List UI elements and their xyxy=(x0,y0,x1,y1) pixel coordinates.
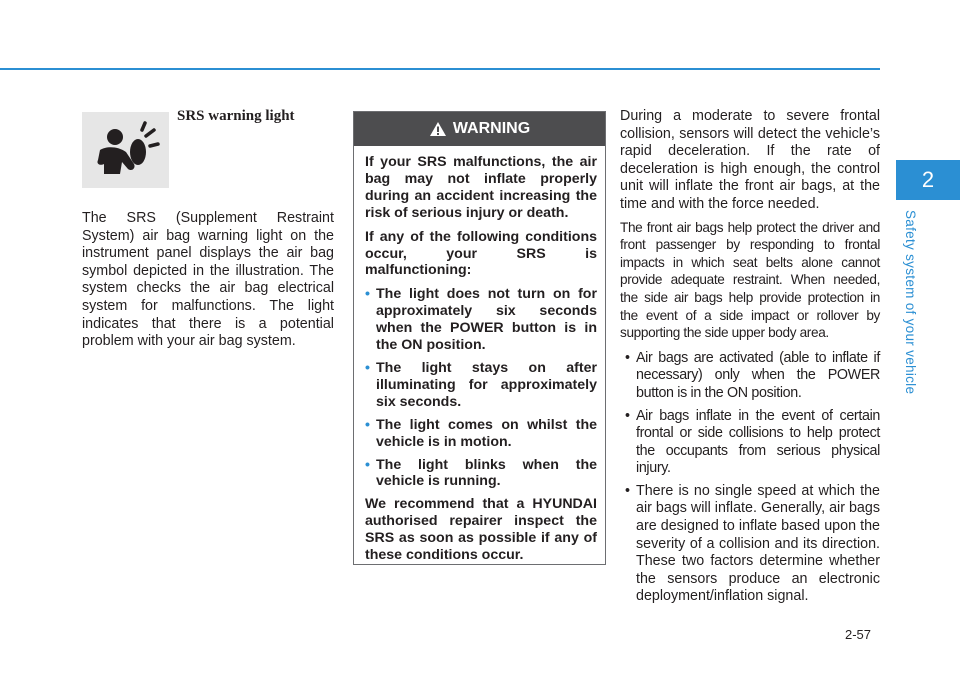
bullet-icon: • xyxy=(625,349,630,366)
warning-box xyxy=(353,111,606,565)
list-item: • The light stays on after illuminating for approximately six seconds. xyxy=(365,359,597,410)
bullet-icon: • xyxy=(365,456,370,473)
warning-condition-list xyxy=(365,286,597,490)
section-title: SRS warning light xyxy=(177,108,295,124)
bullet-icon: • xyxy=(625,407,630,424)
right-column xyxy=(620,108,880,611)
bullet-icon: • xyxy=(365,286,370,303)
chapter-tab: 2 xyxy=(896,160,960,200)
right-paragraph-1: During a moderate to severe frontal collision, sensors will detect the vehicle’s rapid deceleration. If the rate of deceleration is high enough, the control unit will inflate the front air bags, at the time and with the force needed. xyxy=(620,108,880,212)
warning-title: WARNING xyxy=(452,120,531,137)
list-item: • There is no single speed at which the air bags will inflate. Generally, air bags are designed to inflate based upon the severity of a collision and its direction. These two factors determine whether the sensors produce an electronic deployment/inflation signal. xyxy=(625,482,880,605)
bullet-icon: • xyxy=(365,416,370,433)
right-paragraph-2: The front air bags help protect the driver and front passenger by responding to frontal impacts in which seat belts alone cannot provide adequate restraint. When needed, the side air bags help provide protection in the event of a side impact or rollover by supporting the side upper body area. xyxy=(620,219,880,341)
airbag-warning-icon-box xyxy=(82,112,169,188)
airbag-warning-icon xyxy=(82,112,169,188)
list-item: • The light comes on whilst the vehicle is in motion. xyxy=(365,416,597,450)
list-item: • Air bags inflate in the event of certain frontal or side collisions to help protect the occupants from serious physical injury. xyxy=(625,407,880,477)
chapter-label: Safety system of your vehicle xyxy=(903,210,918,395)
bullet-icon: • xyxy=(625,482,631,499)
left-column xyxy=(82,210,334,351)
warning-paragraph-1: If your SRS malfunctions, the air bag may not inflate properly during an accident increasing the risk of serious injury or death. xyxy=(365,154,597,221)
list-item: • The light does not turn on for approximately six seconds when the POWER button is in the ON position. xyxy=(365,286,597,354)
intro-paragraph: The SRS (Supplement Restraint System) air bag warning light on the instrument panel displays the air bag symbol depicted in the illustration. The system checks the air bag electrical system for malfunctions. The light indicates that there is a potential problem with your air bag system. xyxy=(82,210,334,350)
list-item: • The light blinks when the vehicle is running. xyxy=(365,456,597,490)
top-rule xyxy=(0,68,880,70)
warning-body xyxy=(354,146,605,564)
warning-paragraph-2: If any of the following conditions occur, your SRS is malfunctioning: xyxy=(365,228,597,279)
warning-paragraph-3: We recommend that a HYUNDAI authorised repairer inspect the SRS as soon as possible if any of these conditions occur. xyxy=(365,496,597,564)
warning-triangle-icon xyxy=(429,121,447,137)
airbag-facts-list xyxy=(620,350,880,606)
warning-header xyxy=(354,112,605,146)
bullet-icon: • xyxy=(365,359,370,376)
page-number: 2-57 xyxy=(845,627,872,642)
list-item: • Air bags are activated (able to inflate if necessary) only when the POWER button is in the ON position. xyxy=(625,349,880,401)
